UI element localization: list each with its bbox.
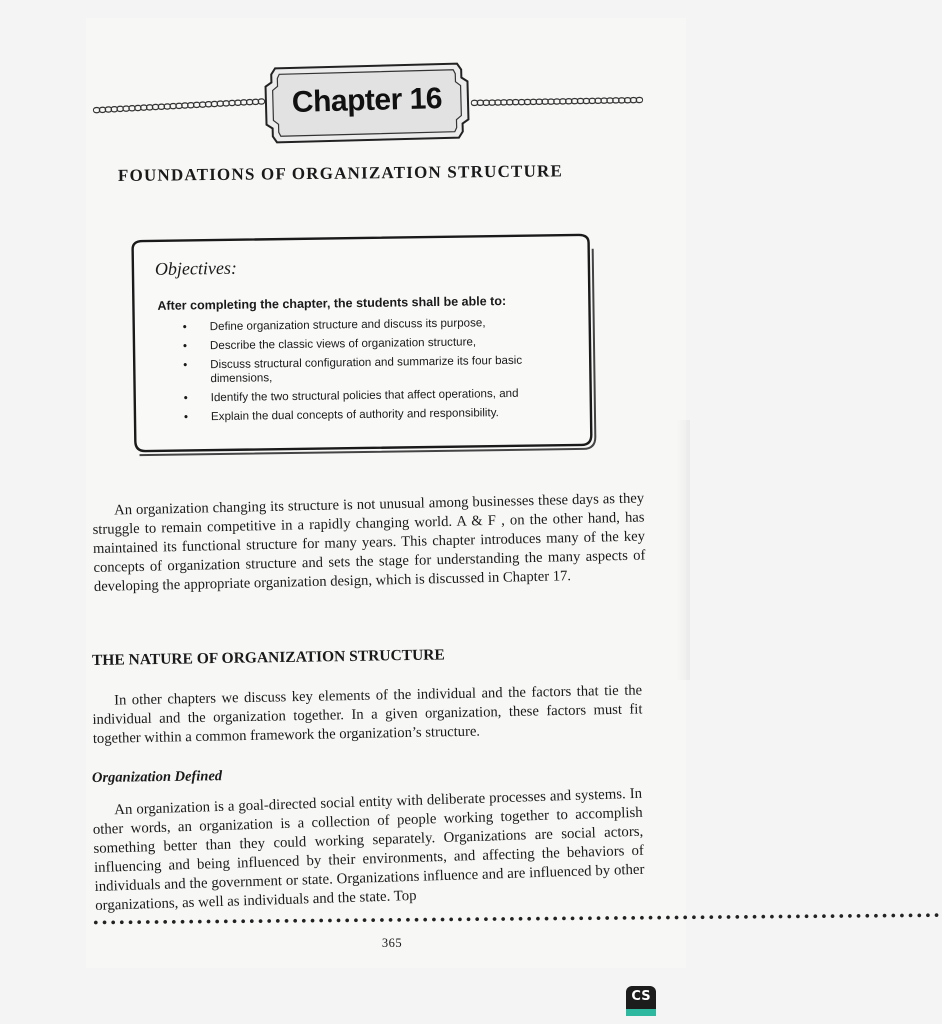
page-edge-shadow — [676, 420, 690, 680]
objectives-box — [126, 229, 597, 462]
objective-item: • Discuss structural configuration and summarize its four basic dimensions, — [158, 353, 568, 387]
dotted-rule: •••••••••••••••••••••••••••••••••••••••••••••••••••••••••••••••••••••••••••••••••••••••••••••••••• — [91, 908, 942, 932]
intro-paragraph: An organization changing its structure is not unusual among businesses these days as they struggle to remain competitive in a rapidly changing world. A & F , on the other hand, has maintained its functional structure for many years. This chapter introduces many of the key concepts of organization structure and sets the stage for understanding the many aspects of developing the appropriate organization design, which is discussed in Chapter 17. — [92, 490, 646, 595]
objectives-list — [158, 315, 569, 430]
objective-item: • Describe the classic views of organization structure, — [158, 334, 568, 354]
camscanner-logo — [626, 986, 656, 1016]
chapter-banner — [261, 59, 473, 146]
objective-item: • Define organization structure and discuss its purpose, — [158, 315, 568, 335]
chain-ornament-right: ᴑᴑᴑᴑᴑᴑᴑᴑᴑᴑᴑᴑᴑᴑᴑᴑᴑᴑᴑᴑᴑᴑᴑᴑᴑᴑᴑᴑᴑ — [469, 92, 642, 111]
objective-item: • Explain the dual concepts of authority and responsibility. — [159, 405, 569, 425]
chapter-title: Chapter 16 — [291, 82, 443, 119]
section-paragraph: In other chapters we discuss key elements of the individual and the factors that tie the individual and the organization together. In a given organization, these factors must fit together within a common framework the organization’s structure. — [92, 682, 643, 747]
subsection-paragraph: An organization is a goal-directed social entity with deliberate processes and systems. In other words, an organization is a collection of people working together to accomplish something better than they could working separately. Organizations are social actors, influencing and being influenced by their environments, and affecting the behaviors of individuals and the government or state. Organizations influence and are influenced by other organizations, as well as individuals and the state. Top — [92, 785, 645, 914]
camscanner-logo-text: CS — [631, 989, 651, 1004]
section-heading: THE NATURE OF ORGANIZATION STRUCTURE — [91, 646, 445, 669]
objectives-intro: After completing the chapter, the students shall be able to: — [157, 293, 507, 313]
objectives-label: Objectives: — [154, 257, 238, 279]
chapter-main-title: FOUNDATIONS OF ORGANIZATION STRUCTURE — [117, 161, 564, 185]
subsection-heading: Organization Defined — [91, 768, 223, 786]
page-number: 365 — [381, 936, 403, 950]
objective-item: • Identify the two structural policies that affect operations, and — [159, 386, 569, 406]
chain-ornament-left: ᴑᴑᴑᴑᴑᴑᴑᴑᴑᴑᴑᴑᴑᴑᴑᴑᴑᴑᴑᴑᴑᴑᴑᴑᴑᴑᴑᴑᴑ — [91, 93, 264, 118]
camscanner-logo-accent — [626, 1009, 656, 1016]
